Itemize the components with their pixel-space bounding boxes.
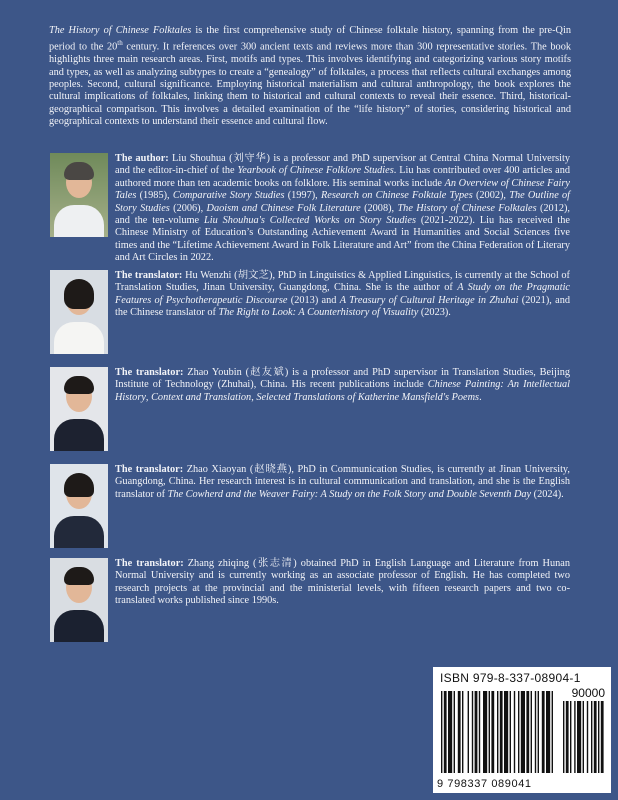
barcode-bar [462,691,463,773]
translator-photo [50,270,108,354]
barcode-bar [489,691,490,773]
bio-text: (1985), [136,190,173,202]
barcode-bar [472,691,473,773]
barcode-bar [583,701,584,773]
bio-text: , [251,391,257,403]
barcode-bar [441,691,442,773]
translator-bio [50,367,570,451]
work-title: Comparative Story Studies [172,190,285,202]
bio-label: The author: [115,153,169,164]
barcode-bar [591,701,592,773]
work-title: A Study on the Pragmatic Features of Psychotherapeutic Discourse [115,282,570,306]
work-title: The Right to Look: A Counterhistory of Visuality [218,307,419,319]
barcode-bar [601,701,604,773]
isbn-barcode [433,667,611,793]
bio-text: Zhao Youbin (赵友斌) is a professor and PhD supervisor in Translation Studies, Beijing Institute of Technology (Zhuhai), China. His recent publications include [115,367,570,391]
author-photo [50,153,108,237]
barcode-bar [546,691,550,773]
work-title: An Overview of Chinese Fairy Tales [115,177,570,202]
description-text: century. It references over 300 ancient texts and reviews more than 300 representative stories. The book highlights three main research areas. First, motifs and types. This involves identifying and categorizing various story motifs and types, as well as analyzing subtypes to create a “genealogy” of folktales, a process that reflects cultural exchanges among peoples. Second, cultural significance. Employing historical materialism and cultural anthropology, the book explores the cultural implications of folktales, linking them to historical and cultural contexts to reveal their essence. Third, historical-geographical comparison. This involves a detailed examination of the “life history” of stories, considering historical and geographical contexts to understand their essence and cultural flow. [49,41,571,128]
translator-bio-text [115,464,570,548]
barcode-bar [518,691,519,773]
description-text: is the first comprehensive study of Chinese folktale history, spanning from the pre-Qin period to the 20 [49,25,571,53]
barcode-bar [526,691,529,773]
bio-text: (2002), [472,190,510,202]
barcode-bar [504,691,508,773]
barcode-bars [433,667,611,793]
barcode-bar [538,691,539,773]
bio-label: The translator: [115,367,184,378]
book-title: The History of Chinese Folktales [49,25,192,36]
isbn-number: ISBN 979-8-337-08904-1 [440,671,581,685]
work-title: Selected Translations of Katherine Mansfield's Poems [256,391,480,403]
translator-photo [50,367,108,451]
barcode-bar [577,701,581,773]
work-title: Context and Translation [151,391,252,403]
bio-label: The translator: [115,270,183,281]
work-title: Liu Shouhua's Collected Works on Story Studies [204,215,416,227]
barcode-bar [570,701,571,773]
author-bio [50,153,570,265]
bio-label: The translator: [115,558,184,569]
barcode-bar [468,691,469,773]
work-title: Research on Chinese Folktale Types [320,190,473,202]
barcode-bar [448,691,452,773]
work-title: The Outline of Story Studies [115,190,570,214]
work-title: The History of Chinese Folktales [397,202,537,214]
bio-text: Zhang zhiqing (张志清) obtained PhD in English Language and Literature from Hunan Normal University and is currently working as an associate professor of English. He has completed two research projects at the provincial and the ministerial levels, with fifteen research papers and two co-translated works published since 1990s. [115,558,570,607]
translator-photo [50,464,108,548]
bio-text: (1997), [284,190,321,202]
bio-text: (2013) and [287,294,340,306]
bio-text: Zhao Xiaoyan (赵晓燕), PhD in Communication Studies, is currently at Jinan University, Guangdong, China. Her research interest is in cultural communication and translation, and she is the English translator of [115,464,570,500]
barcode-bar [566,701,569,773]
bio-text: . [479,391,482,403]
barcode-bar [475,691,478,773]
barcode-bar [574,701,575,773]
barcode-digits: 9 798337 089041 [437,778,532,790]
barcode-bar [514,691,515,773]
bio-text: Hu Wenzhi (胡文芝), PhD in Linguistics & Applied Linguistics, is currently at the School of Translation Studies, Jinan University, Guangdong, China. She is the author of [115,270,570,294]
barcode-bar [535,691,536,773]
bio-label: The translator: [115,464,184,475]
bio-text: (2023). [418,307,451,319]
bio-text: (2006), [169,202,207,214]
translator-bio-text [115,270,570,354]
barcode-bar [510,691,511,773]
bio-text: (2021), and the Chinese translator of [115,294,570,319]
translator-bio-text [115,558,570,642]
barcode-bar [563,701,564,773]
bio-text: , [145,391,152,403]
barcode-bar [491,691,494,773]
translator-bio-text [115,367,570,451]
author-bio-text [115,153,570,265]
price-code: 90000 [571,686,605,700]
bio-text: Liu Shouhua (刘守华) is a professor and PhD supervisor at Central China Normal University and the editor-in-chief of the [115,153,570,177]
barcode-bar [521,691,525,773]
barcode-bar [444,691,447,773]
work-title: The Cowherd and the Weaver Fairy: A Study on the Folk Story and Double Seventh Day [167,488,532,500]
barcode-bar [598,701,599,773]
barcode-bar [594,701,597,773]
barcode-bar [454,691,455,773]
bio-text: (2012), and the ten-volume [115,202,570,227]
barcode-bar [542,691,545,773]
barcode-bar [500,691,503,773]
work-title: A Treasury of Cultural Heritage in Zhuhai [339,294,519,306]
barcode-bar [531,691,532,773]
bio-text: (2024). [531,488,564,500]
barcode-bar [479,691,480,773]
barcode-bar [587,701,588,773]
superscript: th [117,39,123,48]
work-title: Daoism and Chinese Folk Literature [206,202,361,214]
bio-text: (2021-2022). Liu has received the Chinese Ministry of Education’s Outstanding Achievement Award in Humanities and Social Sciences five times and the “Lifetime Achievement Award in Folk Literature and Art” from the China Federation of Literary and Art Circles in 2022. [115,215,570,264]
barcode-bar [458,691,461,773]
translator-bio [50,270,570,354]
bio-text: . Liu has contributed over 400 articles and authored more than ten academic books on folklore. His seminal works include [115,165,570,189]
work-title: Chinese Painting: An Intellectual History [115,379,570,403]
barcode-bar [483,691,487,773]
barcode-bar [552,691,553,773]
translator-bio [50,464,570,548]
work-title: Yearbook of Chinese Folklore Studies [237,165,394,177]
book-description [49,25,571,129]
bio-text: (2008), [360,202,398,214]
translator-bio [50,558,570,642]
barcode-bar [497,691,498,773]
translator-photo [50,558,108,642]
